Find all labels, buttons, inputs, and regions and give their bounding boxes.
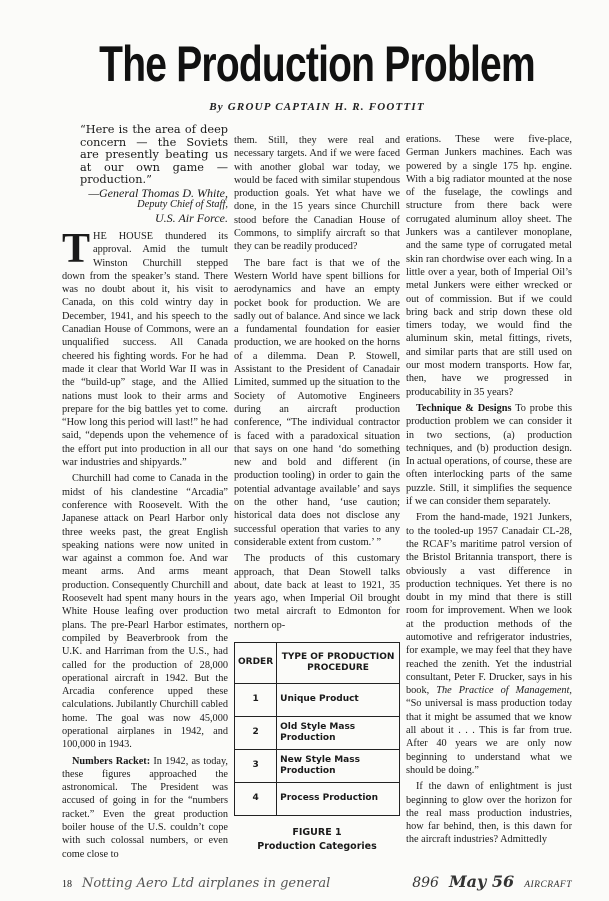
quote-author: —General Thomas D. White, bbox=[88, 185, 228, 200]
paragraph: The products of this customary approach, that Dean Stowell talks about, date back at least to 1921, 35 years ago, when Imperial Oil brought two metal aircraft to Edmonton for northern op- bbox=[234, 553, 400, 631]
handwritten-note: Notting Aero Ltd airplanes in general bbox=[82, 875, 331, 891]
cell-type: Unique Product bbox=[277, 683, 400, 716]
handwritten-date: May 56 bbox=[448, 871, 515, 891]
column-1 bbox=[62, 124, 228, 864]
column-3 bbox=[406, 124, 572, 850]
epigraph-attribution bbox=[62, 187, 228, 225]
book-title: The Practice of Management, bbox=[436, 685, 572, 697]
byline: By GROUP CAPTAIN H. R. FOOTTIT bbox=[209, 101, 425, 113]
paragraph bbox=[406, 402, 572, 508]
article-columns bbox=[62, 124, 572, 864]
cell-type: New Style Mass Production bbox=[277, 749, 400, 782]
paragraph-text: From the hand-made, 1921 Junkers, to the tooled-up 1957 Canadair CL-28, the RCAF’s maritime patrol version of the Bristol Britannia transport, there is obviously a vast difference in production techniques. Yet there is no doubt in my mind that there is still room for improvement. When we look at the production methods of the automotive and refrigerator industries, for example, we may feel that they have reached the zenith. Yet the industrial consultant, Peter F. Drucker, says in his book, bbox=[406, 512, 572, 697]
table-row bbox=[235, 782, 400, 815]
table-header-row bbox=[235, 642, 400, 683]
cell-order: 3 bbox=[235, 749, 277, 782]
figure-table bbox=[234, 642, 400, 816]
paragraph bbox=[406, 511, 572, 777]
paragraph-text: HE HOUSE thundered its approval. Amid the tumult Winston Churchill stepped down from the speaker’s stand. There was no doubt about it, his visit to Canada, on this cold wintry day in December, 1941, and his speech to the Canadian House of Commons, were an unqualified success. All Canada cheered his fighting words. For he had made it clear that World War II was in the “build-up” stage, and the Allied nations must look to their arms and prepare for the big battles yet to come. “How long this period will last!” he had said, “depends upon the vehemence of the effort put into production in all our war industries and shipyards.” bbox=[62, 231, 228, 469]
page-number: 18 bbox=[62, 878, 72, 890]
quote-org: U.S. Air Force. bbox=[155, 210, 228, 225]
paragraph-text: To probe this production problem we can consider it in two sections, (a) production techniques, and (b) production design. In actual operations, of course, these are often interlocking parts of the same puzzle. Still, it simplifies the sequence if we can consider them separately. bbox=[406, 402, 572, 508]
paragraph-text: In 1942, as today, these figures approached the astronomical. The President was accused of going in for the “numbers racket.” Even the great production boiler house of the U.S. couldn’t cope with such colossal numbers, or even come close to bbox=[62, 755, 229, 860]
cell-order: 2 bbox=[235, 716, 277, 749]
page-footer bbox=[62, 872, 572, 891]
header-type: TYPE OF PRODUCTION PROCEDURE bbox=[277, 642, 400, 683]
cell-order: 4 bbox=[235, 782, 277, 815]
handwritten-number: 896 bbox=[412, 874, 439, 891]
magazine-name: AIRCRAFT bbox=[524, 879, 572, 890]
epigraph-quote: “Here is the area of deep concern — the Soviets are presently beating us at our own game — production.” bbox=[80, 123, 228, 186]
subhead: Technique & Designs bbox=[416, 402, 512, 414]
figure-label: FIGURE 1 bbox=[292, 826, 342, 838]
quote-role: Deputy Chief of Staff, bbox=[137, 199, 228, 210]
paragraph-text: “So universal is mass production today that it might be assumed that we know all about it . . . This is far from true. After 40 years we are only now beginning to understand what we should be doing.” bbox=[406, 698, 572, 776]
subhead: Numbers Racket: bbox=[72, 755, 151, 767]
paragraph: If the dawn of enlightment is just beginning to glow over the horizon for the real mass production industries, how far behind, then, is this dawn for the aircraft industries? Admittedly bbox=[406, 781, 572, 846]
paragraph: Churchill had come to Canada in the midst of his clandestine “Arcadia” conference with Roosevelt. With the Japanese attack on Pearl Harbor only three weeks past, the great English speaking nations were now united in war against a common foe. And war meant arms. And arms meant production. Consequently Churchill and Roosevelt had spent many hours in the White House leafing over production plans. The pre-Pearl Harbor estimates, compiled by Beaverbrook from the U.K. and Harriman from the U.S., had called for the production of 28,000 operational aircraft in 1942. But the Arcadia conference upped these calculations. Jubilantly Churchill cabled home. The goal was now 45,000 operational airplanes in 1942, and 100,000 in 1943. bbox=[62, 473, 228, 751]
header-order: ORDER bbox=[235, 642, 277, 683]
cell-type: Old Style Mass Production bbox=[277, 716, 400, 749]
table-row bbox=[235, 716, 400, 749]
cell-type: Process Production bbox=[277, 782, 400, 815]
article-title: The Production Problem bbox=[99, 36, 535, 92]
paragraph: The bare fact is that we of the Western World have spent billions for aerodynamics and have an empty pocket book for production. We are sadly out of balance. And since we lack a fundamental foundation for easier production, we are hooked on the horns of a dilemma. Dean P. Stowell, Assistant to the President of Canadair Limited, summed up the situation to the Society of Automotive Engineers during an aircraft production conference, “The individual contractor is faced with a paradoxical situation that says on one hand ‘do something new and bold and different (in production tooling) in order to gain the potential advantage available’ and says on the other hand, ‘use caution; historical data does not disclose any successful operation that varies to any considerable extent from custom.’ ” bbox=[234, 257, 400, 548]
column-2 bbox=[234, 124, 400, 854]
table-row bbox=[235, 683, 400, 716]
drop-cap: T bbox=[62, 226, 91, 272]
figure-caption: Production Categories bbox=[257, 840, 377, 852]
table-row bbox=[235, 749, 400, 782]
paragraph bbox=[62, 755, 228, 861]
paragraph bbox=[62, 226, 228, 469]
cell-order: 1 bbox=[235, 683, 277, 716]
paragraph: erations. These were five-place, German Junkers machines. Each was powered by a single 175 hp. engine. With a big radiator mounted at the nose of the fuselage, the cowlings and structure from there back were corrugated aluminum alloy sheet. The Junkers was a cantilever monoplane, and the same type of corrugated metal skin ran chordwise over each wing. In a little over a year, both of Imperial Oil’s metal Junkers were either wrecked or out of commission. But if we could bring back and strip down these old timers today, we would find the aluminum skin, metal fittings, rivets, and similar parts that are still used on our most modern transports. How far, then, have we progressed in producability in 35 years? bbox=[406, 134, 572, 398]
paragraph: them. Still, they were real and necessary targets. And if we were faced with another global war today, we would be faced with similar stupendous production goals. Yet what have we done, in the 15 years since Churchill stood before the Canadian House of Commons, to simplify aircraft so that they can be readily produced? bbox=[234, 135, 400, 253]
